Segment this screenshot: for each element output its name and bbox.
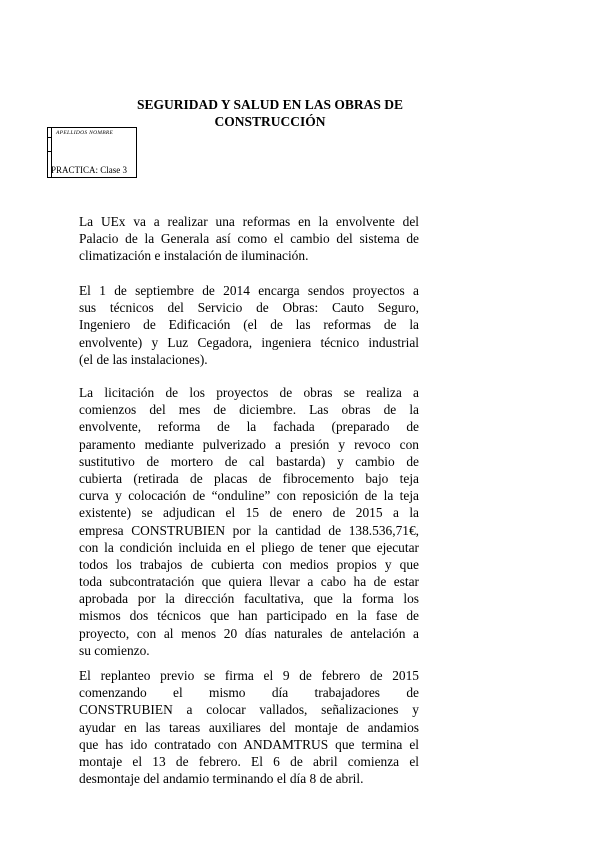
- paragraph-line: La licitación de los proyectos de obras se realiza a: [79, 385, 419, 400]
- paragraph-line: Palacio de la Generala así como el cambio del sistema de: [79, 231, 419, 247]
- name-box-label: APELLIDOS NOMBRE: [56, 130, 114, 136]
- paragraph-line: (el de las instalaciones).: [79, 351, 208, 367]
- paragraph-line: que has ido contratado con ANDAMTRUS que termina el: [79, 736, 419, 752]
- paragraph-2: [79, 282, 419, 368]
- paragraph-line: ayudar en las tareas auxiliares del montaje de andamios: [79, 719, 419, 735]
- paragraph-line: paramento mediante pulverizado a presión y revoco con: [79, 436, 419, 452]
- paragraph-line: todos los trabajos de cubierta con medios propios y que: [79, 556, 419, 572]
- paragraph-line: existente) se adjudican el 15 de enero de 2015 a la: [79, 505, 419, 521]
- paragraph-line: montaje el 13 de febrero. El 6 de abril comienza el: [79, 753, 419, 769]
- paragraph-line: La UEx va a realizar una reformas en la envolvente del: [79, 214, 419, 229]
- paragraph-4: [79, 667, 419, 787]
- paragraph-line: proyecto, con al menos 20 días naturales de antelación a: [79, 625, 419, 641]
- paragraph-line: sustitutivo de mortero de cal bastarda) y cambio de: [79, 453, 419, 469]
- paragraph-line: envolvente, reforma de la fachada (preparado de: [79, 419, 419, 435]
- paragraph-line: toda subcontratación que quiera llevar a cabo ha de estar: [79, 574, 419, 590]
- paragraph-line: El 1 de septiembre de 2014 encarga sendos proyectos a: [79, 283, 419, 298]
- paragraph-line: comenzando el mismo día trabajadores de: [79, 685, 419, 701]
- paragraph-line: Ingeniero de Edificación (el de las reformas de la: [79, 317, 419, 333]
- paragraph-line: curva y colocación de “onduline” con reposición de la teja: [79, 488, 419, 504]
- paragraph-line: envolvente) y Luz Cegadora, ingeniera técnico industrial: [79, 334, 419, 350]
- paragraph-line: El replanteo previo se firma el 9 de febrero de 2015: [79, 668, 419, 683]
- paragraph-line: comienzos del mes de diciembre. Las obras de la: [79, 402, 419, 418]
- paragraph-line: su comienzo.: [79, 642, 150, 658]
- name-box-left-border: [47, 127, 48, 178]
- paragraph-1: [79, 213, 419, 265]
- paragraph-line: sus técnicos del Servicio de Obras: Cauto Seguro,: [79, 300, 419, 316]
- paragraph-line: con la condición incluida en el pliego de tener que ejecutar: [79, 539, 419, 555]
- document-title-line2: CONSTRUCCIÓN: [214, 114, 326, 129]
- name-box-top-border: [47, 127, 137, 128]
- paragraph-line: climatización e instalación de iluminación.: [79, 248, 309, 264]
- name-box-bottom-border: [47, 177, 137, 178]
- paragraph-line: empresa CONSTRUBIEN por la cantidad de 138.536,71€,: [79, 522, 419, 538]
- name-box-tick: [47, 137, 51, 138]
- document-title-line1: SEGURIDAD Y SALUD EN LAS OBRAS DE: [136, 97, 404, 112]
- paragraph-line: cubierta (retirada de placas de fibrocemento bajo teja: [79, 470, 419, 486]
- paragraph-line: mismos dos técnicos que han participado en la fase de: [79, 608, 419, 624]
- paragraph-3: [79, 384, 419, 659]
- paragraph-line: desmontaje del andamio terminando el día 8 de abril.: [79, 771, 364, 787]
- paragraph-line: aprobada por la dirección facultativa, que la forma los: [79, 591, 419, 607]
- name-box-tick-2: [47, 151, 51, 152]
- name-box-right-border: [136, 127, 137, 178]
- paragraph-line: CONSTRUBIEN a colocar vallados, señalizaciones y: [79, 702, 419, 718]
- student-name-box: [47, 127, 137, 178]
- practica-label: PRACTICA: Clase 3: [51, 165, 128, 175]
